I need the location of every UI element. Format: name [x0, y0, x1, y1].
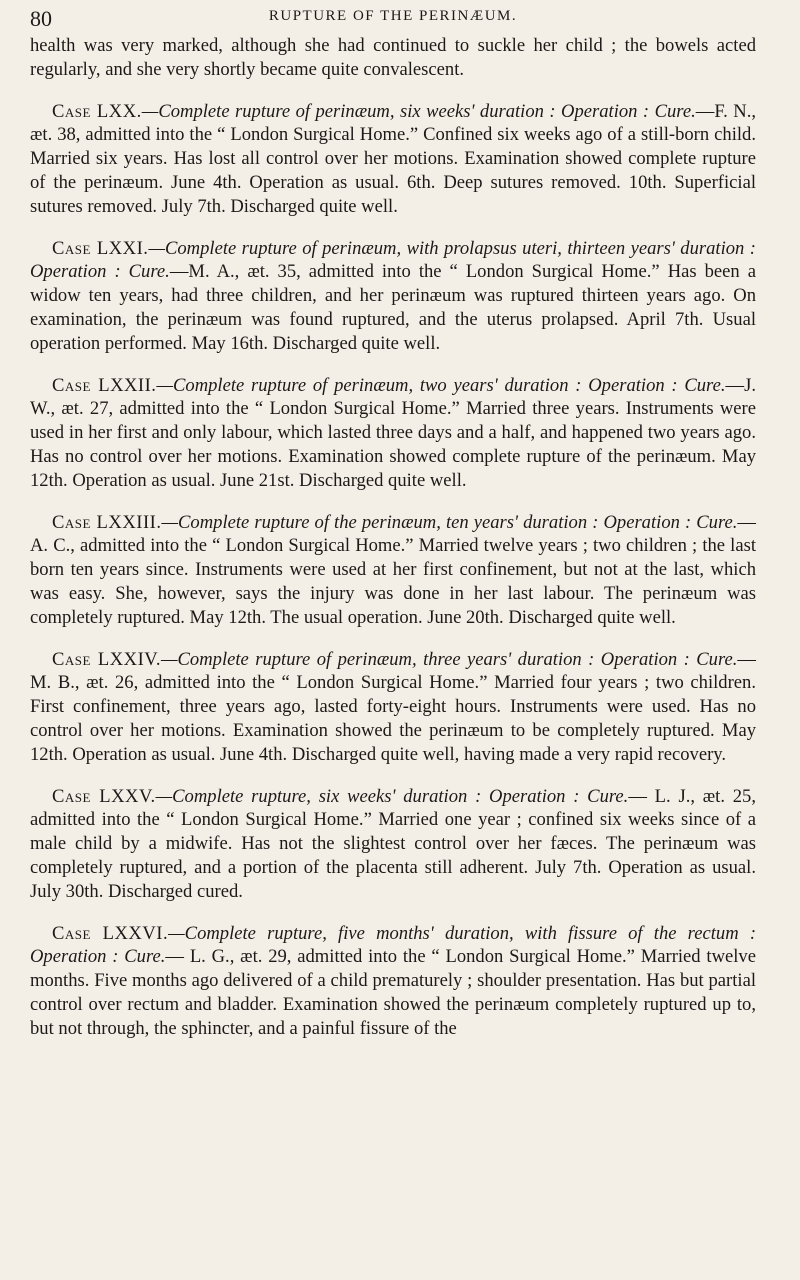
- case-heading: —Complete rupture of perinæum, six weeks' duration : Operation : Cure.: [141, 100, 696, 122]
- case-text: — L. J., æt. 25, admitted into the “ London Surgical Home.” Married one year ; confined six weeks since of a male child by a midwife. Has not the slightest control over her fæces. The perinæum was completely ruptured, and a portion of the placenta still adherent. July 7th. Operation as usual. July 30th. Discharged cured.: [30, 785, 756, 902]
- case-text: —M. B., æt. 26, admitted into the “ London Surgical Home.” Married four years ; two children. First confinement, three years ago, lasted forty-eight hours. Instruments were used. Has no control over her motions. Examination showed the perinæum to be completely ruptured. May 12th. Operation as usual. June 4th. Discharged quite well, having made a very rapid recovery.: [30, 648, 757, 765]
- case-paragraph: [30, 237, 756, 356]
- case-text: —F. N., æt. 38, admitted into the “ London Surgical Home.” Confined six weeks ago of a still-born child. Married six years. Has lost all control over her motions. Examination showed complete rupture of the perinæum. June 4th. Operation as usual. 6th. Deep sutures removed. 10th. Superficial sutures removed. July 7th. Discharged quite well.: [30, 100, 756, 217]
- case-text: —J. W., æt. 27, admitted into the “ London Surgical Home.” Married three years. Instruments were used in her first and only labour, which lasted three days and a half, and happened two years ago. Has no control over her motions. Examination showed complete rupture of the perinæum. May 12th. Operation as usual. June 21st. Discharged quite well.: [30, 374, 756, 491]
- case-label: Case LXXV.: [52, 785, 156, 807]
- case-text: —M. A., æt. 35, admitted into the “ London Surgical Home.” Has been a widow ten years, had three children, and her perinæum was ruptured thirteen years ago. On examination, the perinæum was found ruptured, and the uterus prolapsed. April 7th. Usual operation performed. May 16th. Discharged quite well.: [30, 261, 756, 354]
- case-label: Case LXXII.: [52, 374, 157, 396]
- running-title: RUPTURE OF THE PERINÆUM.: [268, 8, 518, 24]
- case-paragraph: [30, 922, 756, 1041]
- case-label: Case LXXVI.: [52, 922, 169, 944]
- case-heading: —Complete rupture of perinæum, three years' duration : Operation : Cure.: [160, 648, 738, 670]
- case-heading: —Complete rupture of perinæum, with prolapsus uteri, thirteen years' duration : Operation : Cure.: [30, 237, 756, 283]
- case-paragraph: [30, 100, 756, 219]
- page-header: [30, 6, 756, 30]
- case-paragraph: [30, 648, 756, 767]
- case-heading: —Complete rupture of perinæum, two years' duration : Operation : Cure.: [156, 374, 726, 396]
- case-heading: —Complete rupture of the perinæum, ten years' duration : Operation : Cure.: [161, 511, 738, 533]
- case-label: Case LXXI.: [52, 237, 149, 259]
- case-paragraph: [30, 785, 756, 904]
- case-text: —A. C., admitted into the “ London Surgical Home.” Married twelve years ; two children ; the last born ten years since. Instruments were used at her first confinement, but not at the last, which was easy. She, however, says the injury was done in her last labour. The perinæum was completely ruptured. May 12th. The usual operation. June 20th. Discharged quite well.: [30, 511, 756, 628]
- page-body: [30, 34, 756, 1040]
- case-heading: —Complete rupture, five months' duration, with fissure of the rectum : Operation : Cure.: [30, 922, 757, 968]
- case-label: Case LXXIII.: [52, 511, 162, 533]
- case-heading: —Complete rupture, six weeks' duration : Operation : Cure.: [155, 785, 629, 807]
- case-paragraph: [30, 511, 756, 630]
- case-paragraph: [30, 374, 756, 493]
- case-text: — L. G., æt. 29, admitted into the “ London Surgical Home.” Married twelve months. Five months ago delivered of a child prematurely ; shoulder presentation. Has but partial control over rectum and bladder. Examination showed the perinæum completely ruptured up to, but not through, the sphincter, and a painful fissure of the: [30, 946, 756, 1039]
- case-label: Case LXXIV.: [52, 648, 161, 670]
- page-number: 80: [30, 6, 52, 31]
- intro-paragraph: health was very marked, although she had continued to suckle her child ; the bowels acted regularly, and she very shortly became quite convalescent.: [30, 35, 756, 80]
- case-label: Case LXX.: [52, 100, 142, 122]
